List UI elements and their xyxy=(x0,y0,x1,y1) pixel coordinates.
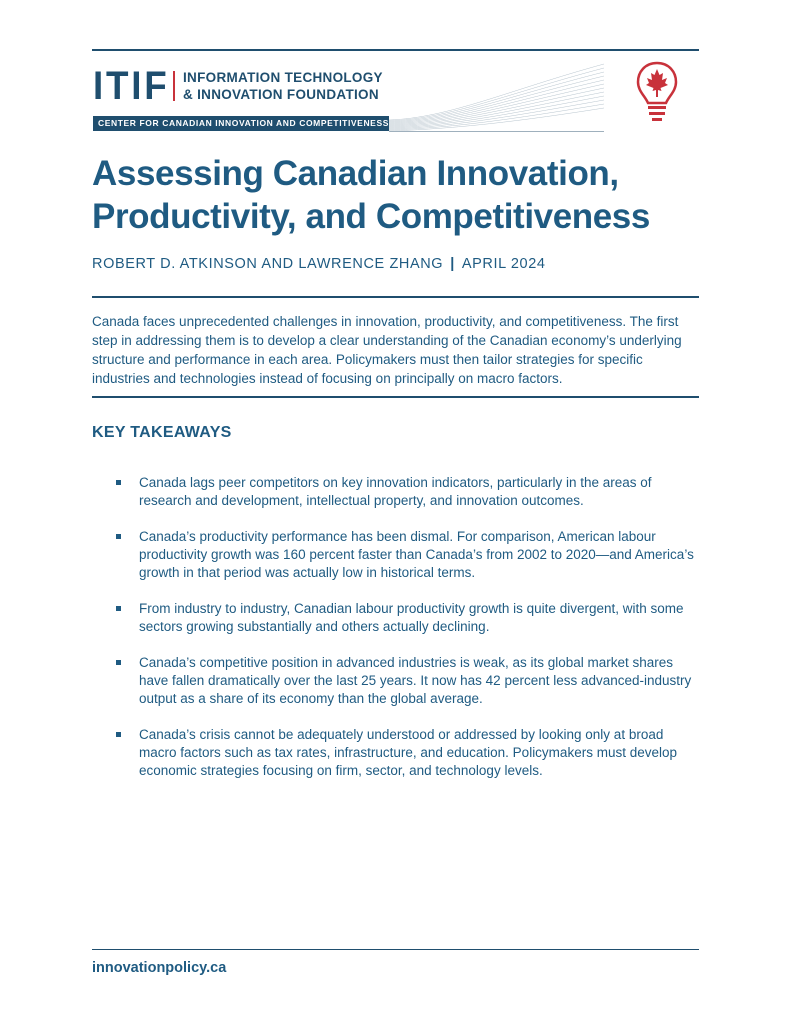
square-bullet-icon xyxy=(116,660,121,665)
byline xyxy=(92,256,546,272)
takeaway-text: Canada lags peer competitors on key innovation indicators, particularly in the areas of research and development, intellectual property, and innovation outcomes. xyxy=(139,475,652,508)
website-link[interactable]: innovationpolicy.ca xyxy=(92,960,227,976)
summary-paragraph: Canada faces unprecedented challenges in innovation, productivity, and competitiveness. The first step in addressing them is to develop a clear understanding of the Canadian economy’s underlying structure and performance in each area. Policymakers must then tailor strategies for specific industries and technologies instead of focusing on principally on macro factors. xyxy=(92,314,682,386)
takeaway-text: Canada’s crisis cannot be adequately understood or addressed by looking only at broad macro factors such as tax rates, infrastructure, and education. Policymakers must develop economic strategies focusing on firm, sector, and technology levels. xyxy=(139,727,677,778)
takeaway-item xyxy=(114,528,704,582)
takeaway-text: Canada’s competitive position in advanced industries is weak, as its global market shares have fallen dramatically over the last 25 years. It now has 42 percent less advanced-industry output as a share of its economy than the global average. xyxy=(139,655,692,706)
takeaway-text: Canada’s productivity performance has been dismal. For comparison, American labour productivity growth was 160 percent faster than Canada’s from 2002 to 2020—and America’s growth in that period was actually low in historical terms. xyxy=(139,529,694,580)
takeaway-item xyxy=(114,726,704,780)
square-bullet-icon xyxy=(116,606,121,611)
logo-divider xyxy=(173,71,175,101)
summary-top-rule xyxy=(92,296,699,298)
organization-name-line1: INFORMATION TECHNOLOGY xyxy=(183,70,383,85)
page-title xyxy=(92,152,692,238)
byline-separator: | xyxy=(450,256,455,272)
takeaway-item xyxy=(114,474,704,510)
authors: ROBERT D. ATKINSON AND LAWRENCE ZHANG xyxy=(92,256,444,272)
publication-date: APRIL 2024 xyxy=(461,256,546,272)
takeaway-item xyxy=(114,600,704,636)
title-line-2: Productivity, and Competitiveness xyxy=(92,197,650,236)
square-bullet-icon xyxy=(116,732,121,737)
center-name-band: CENTER FOR CANADIAN INNOVATION AND COMPETITIVENESS xyxy=(93,116,389,131)
decorative-wave-lines xyxy=(389,60,604,132)
top-rule xyxy=(92,49,699,51)
header-underline xyxy=(389,131,604,132)
summary-bottom-rule xyxy=(92,396,699,398)
footer-rule xyxy=(92,949,699,950)
title-line-1: Assessing Canadian Innovation, xyxy=(92,154,619,193)
takeaway-text: From industry to industry, Canadian labour productivity growth is quite divergent, with some sectors growing substantially and others actually declining. xyxy=(139,601,684,634)
takeaway-item xyxy=(114,654,704,708)
key-takeaways-heading: KEY TAKEAWAYS xyxy=(92,424,232,441)
organization-name xyxy=(183,69,383,103)
key-takeaways-list xyxy=(114,474,704,798)
itif-logo[interactable] xyxy=(93,66,393,106)
square-bullet-icon xyxy=(116,534,121,539)
maple-leaf-lightbulb-icon xyxy=(634,60,680,128)
logo-mark: ITIF xyxy=(93,64,170,108)
square-bullet-icon xyxy=(116,480,121,485)
organization-name-line2: & INNOVATION FOUNDATION xyxy=(183,87,379,102)
